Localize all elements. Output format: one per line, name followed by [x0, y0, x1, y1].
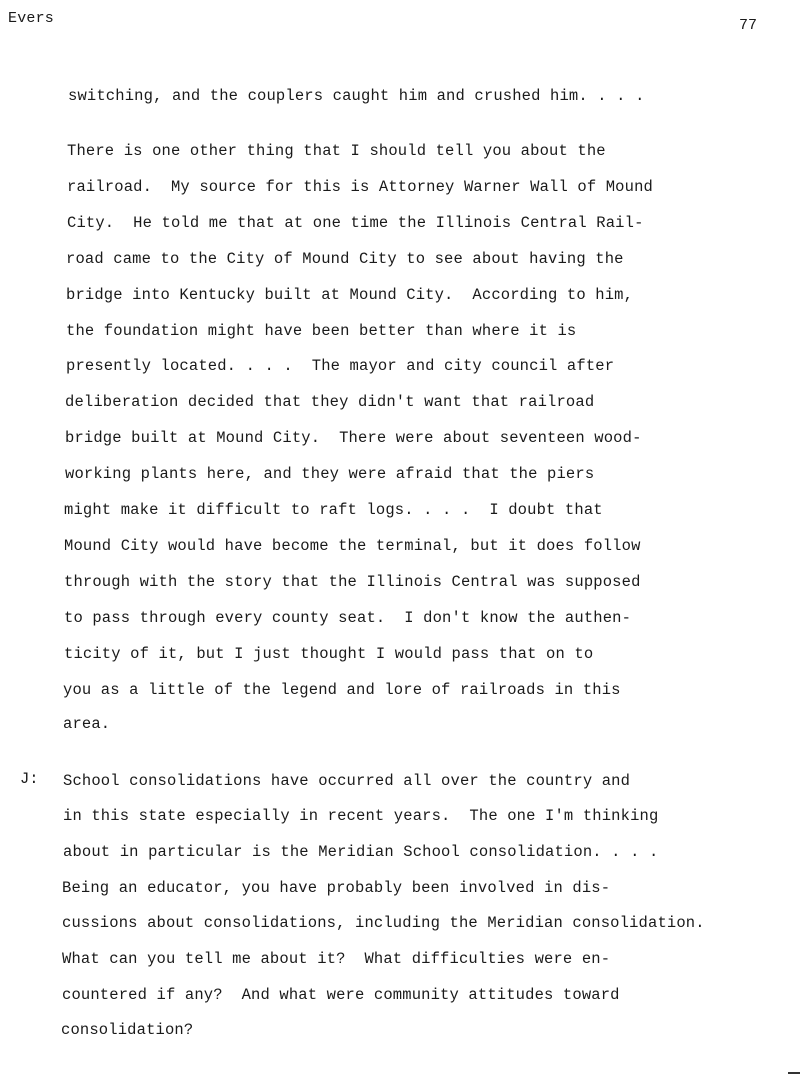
text-line: cussions about consolidations, including the Meridian consolidation. — [62, 914, 705, 932]
text-line: switching, and the couplers caught him and crushed him. . . . — [68, 87, 645, 105]
text-line: School consolidations have occurred all over the country and — [63, 772, 631, 790]
text-line: consolidation? — [61, 1021, 194, 1039]
text-line: bridge into Kentucky built at Mound City. According to him, — [66, 286, 634, 304]
text-line: presently located. . . . The mayor and city council after — [66, 357, 615, 375]
text-line: ticity of it, but I just thought I would pass that on to — [64, 645, 594, 663]
text-line: What can you tell me about it? What difficulties were en- — [62, 950, 611, 968]
text-line: area. — [63, 715, 111, 733]
header-name: Evers — [8, 10, 55, 27]
text-line: might make it difficult to raft logs. . . . I doubt that — [64, 501, 603, 519]
text-line: bridge built at Mound City. There were about seventeen wood- — [65, 429, 642, 447]
page-number: 77 — [739, 17, 758, 34]
text-line: to pass through every county seat. I don't know the authen- — [64, 609, 632, 627]
speaker-label: J: — [20, 770, 39, 788]
text-line: City. He told me that at one time the Illinois Central Rail- — [67, 214, 644, 232]
text-line: in this state especially in recent years. The one I'm thinking — [63, 807, 659, 825]
text-line: through with the story that the Illinois Central was supposed — [64, 573, 641, 591]
text-line: road came to the City of Mound City to see about having the — [66, 250, 624, 268]
text-line: railroad. My source for this is Attorney Warner Wall of Mound — [67, 178, 653, 196]
text-line: Mound City would have become the terminal, but it does follow — [64, 537, 641, 555]
text-line: working plants here, and they were afraid that the piers — [65, 465, 595, 483]
text-line: the foundation might have been better than where it is — [66, 322, 577, 340]
text-line: countered if any? And what were community attitudes toward — [62, 986, 620, 1004]
page-edge-mark — [788, 1072, 800, 1074]
text-line: about in particular is the Meridian School consolidation. . . . — [63, 843, 659, 861]
text-line: you as a little of the legend and lore of railroads in this — [63, 681, 621, 699]
text-line: deliberation decided that they didn't want that railroad — [65, 393, 595, 411]
text-line: Being an educator, you have probably been involved in dis- — [62, 879, 611, 897]
text-line: There is one other thing that I should tell you about the — [67, 142, 606, 160]
